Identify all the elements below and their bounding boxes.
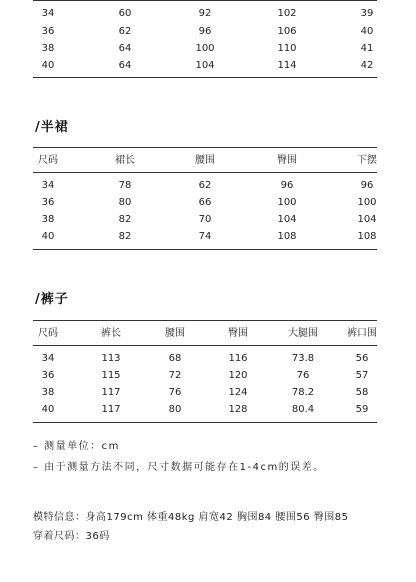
table-header-cell: 裙长 — [115, 155, 135, 166]
table1-top-rule — [33, 0, 377, 1]
table-cell: 68 — [168, 353, 182, 364]
table-row — [0, 5, 416, 22]
table-row — [0, 177, 416, 194]
table-cell: 38 — [41, 214, 55, 225]
table-cell: 62 — [198, 180, 212, 191]
table-cell: 114 — [277, 60, 297, 71]
skirt-top-rule — [33, 147, 377, 148]
table-cell: 40 — [41, 231, 55, 242]
table-cell: 41 — [360, 43, 374, 54]
table-cell: 120 — [228, 370, 248, 381]
table-cell: 104 — [277, 214, 297, 225]
table-cell: 128 — [228, 404, 248, 415]
table-cell: 108 — [277, 231, 297, 242]
skirt-bottom-rule — [33, 249, 377, 250]
table-cell: 110 — [277, 43, 297, 54]
table-cell: 42 — [360, 60, 374, 71]
table-header-cell: 裤长 — [101, 328, 121, 339]
section-title-pants: /裤子 — [35, 292, 69, 307]
table-cell: 34 — [41, 353, 55, 364]
table-cell: 82 — [118, 214, 132, 225]
table-row — [0, 384, 416, 401]
table-header-cell: 尺码 — [38, 328, 58, 339]
table-row — [0, 40, 416, 57]
table-cell: 78 — [118, 180, 132, 191]
table-cell: 36 — [41, 26, 55, 37]
table1-bottom-rule — [33, 77, 377, 78]
table-cell: 40 — [41, 404, 55, 415]
table-cell: 113 — [101, 353, 121, 364]
table-header-cell: 臀围 — [228, 328, 248, 339]
table-cell: 62 — [118, 26, 132, 37]
table-cell: 38 — [41, 43, 55, 54]
table-row — [0, 23, 416, 40]
skirt-header-rule — [33, 172, 377, 173]
model-info: 模特信息：身高179cm 体重48kg 肩宽42 胸围84 腰围56 臀围85 — [33, 512, 349, 523]
table-cell: 64 — [118, 43, 132, 54]
table-row — [0, 228, 416, 245]
note-error: – 由于测量方法不同，尺寸数据可能存在1-4cm的误差。 — [33, 462, 325, 473]
table-header-cell: 腰围 — [195, 155, 215, 166]
table-cell: 116 — [228, 353, 248, 364]
table-cell: 57 — [355, 370, 369, 381]
table-header-cell: 腰围 — [165, 328, 185, 339]
table-header-row — [0, 152, 416, 169]
table-header-cell: 下摆 — [357, 155, 377, 166]
note-unit: – 测量单位：cm — [33, 441, 120, 452]
table-cell: 59 — [355, 404, 369, 415]
table-row — [0, 57, 416, 74]
table-cell: 102 — [277, 8, 297, 19]
table-cell: 100 — [195, 43, 215, 54]
table-cell: 34 — [41, 8, 55, 19]
table-cell: 40 — [360, 26, 374, 37]
table-cell: 124 — [228, 387, 248, 398]
table-cell: 38 — [41, 387, 55, 398]
table-cell: 108 — [357, 231, 377, 242]
table-cell: 40 — [41, 60, 55, 71]
table-cell: 100 — [357, 197, 377, 208]
table-cell: 73.8 — [291, 353, 315, 364]
table-cell: 76 — [168, 387, 182, 398]
table-cell: 92 — [198, 8, 212, 19]
table-cell: 106 — [277, 26, 297, 37]
pants-header-rule — [33, 345, 377, 346]
table-row — [0, 211, 416, 228]
table-cell: 80.4 — [291, 404, 315, 415]
table-cell: 72 — [168, 370, 182, 381]
table-cell: 80 — [118, 197, 132, 208]
table-row — [0, 350, 416, 367]
table-cell: 58 — [355, 387, 369, 398]
table-header-cell: 尺码 — [38, 155, 58, 166]
table-header-cell: 臀围 — [277, 155, 297, 166]
table-cell: 78.2 — [291, 387, 315, 398]
table-cell: 96 — [280, 180, 294, 191]
table-cell: 76 — [296, 370, 310, 381]
table-cell: 100 — [277, 197, 297, 208]
table-cell: 64 — [118, 60, 132, 71]
table-cell: 60 — [118, 8, 132, 19]
model-size: 穿着尺码：36码 — [33, 531, 110, 542]
table-cell: 34 — [41, 180, 55, 191]
pants-bottom-rule — [33, 422, 377, 423]
table-cell: 96 — [360, 180, 374, 191]
table-header-cell: 裤口围 — [347, 328, 377, 339]
table-row — [0, 401, 416, 418]
table-cell: 117 — [101, 387, 121, 398]
table-cell: 39 — [360, 8, 374, 19]
table-cell: 66 — [198, 197, 212, 208]
table-cell: 104 — [195, 60, 215, 71]
table-cell: 82 — [118, 231, 132, 242]
table-cell: 74 — [198, 231, 212, 242]
table-row — [0, 194, 416, 211]
table-cell: 56 — [355, 353, 369, 364]
table-cell: 115 — [101, 370, 121, 381]
table-row — [0, 367, 416, 384]
table-cell: 36 — [41, 197, 55, 208]
section-title-skirt: /半裙 — [35, 120, 69, 135]
table-header-cell: 大腿围 — [288, 328, 318, 339]
table-cell: 96 — [198, 26, 212, 37]
table-cell: 36 — [41, 370, 55, 381]
pants-top-rule — [33, 320, 377, 321]
table-cell: 80 — [168, 404, 182, 415]
table-cell: 70 — [198, 214, 212, 225]
table-cell: 117 — [101, 404, 121, 415]
table-header-row — [0, 325, 416, 342]
table-cell: 104 — [357, 214, 377, 225]
